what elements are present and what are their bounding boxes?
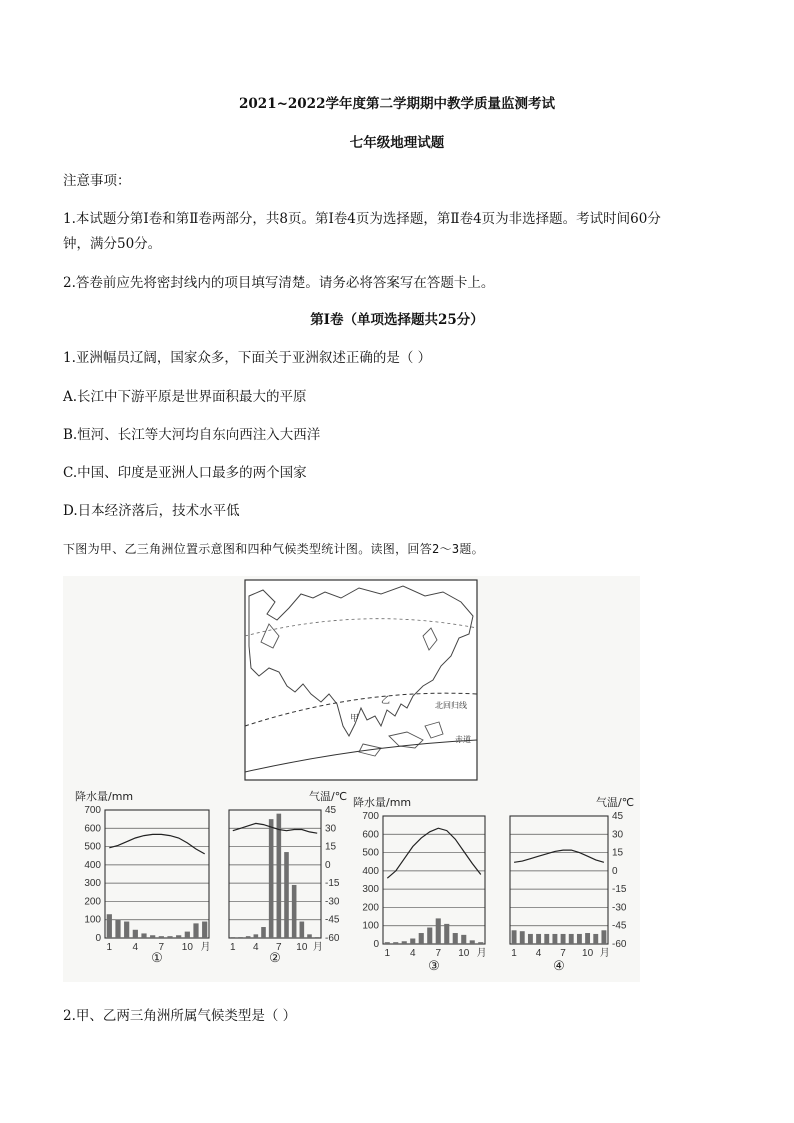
notice-item-1-cont: 钟，满分50分。 <box>63 236 162 252</box>
y-left-tick-label: 100 <box>362 920 379 932</box>
y-right-tick-label: 0 <box>612 865 618 877</box>
notice-item-1: 1.本试题分第Ⅰ卷和第Ⅱ卷两部分，共8页。第Ⅰ卷4页为选择题，第Ⅱ卷4页为非选择题。考试时间60分 <box>63 211 661 227</box>
precipitation-bar <box>585 933 590 944</box>
y-right-tick-label: -45 <box>612 920 627 932</box>
y-left-tick-label: 0 <box>95 933 101 944</box>
x-tick-label: 月 <box>476 948 487 959</box>
precipitation-bar <box>261 927 266 938</box>
y-right-tick-label: 0 <box>325 859 331 871</box>
y-right-tick-label: 15 <box>325 841 337 853</box>
plot-frame <box>105 810 209 938</box>
precipitation-bar <box>141 933 146 938</box>
climate-chart-3 <box>353 795 487 974</box>
y-left-tick-label: 600 <box>362 829 379 841</box>
precipitation-bar <box>427 928 432 944</box>
precipitation-bar <box>528 934 533 944</box>
precipitation-bar <box>124 922 129 938</box>
y-left-axis-title: 降水量/mm <box>353 796 412 809</box>
temperature-line <box>109 834 204 854</box>
plot-frame <box>510 816 608 944</box>
y-left-tick-label: 200 <box>362 902 379 914</box>
y-left-tick-label: 600 <box>84 823 101 835</box>
precipitation-bar <box>254 934 259 938</box>
x-tick-label: 月 <box>599 948 610 959</box>
y-right-tick-label: -30 <box>612 902 627 914</box>
y-left-tick-label: 300 <box>362 884 379 896</box>
x-tick-label: 10 <box>458 948 470 959</box>
x-tick-label: 10 <box>181 942 193 953</box>
precipitation-bar <box>385 942 390 944</box>
precipitation-bar <box>185 932 190 938</box>
x-tick-label: 4 <box>409 948 416 959</box>
precipitation-bar <box>593 934 598 944</box>
question-2-stem: 2.甲、乙两三角洲所属气候类型是（ ） <box>63 1008 297 1024</box>
x-tick-label: 月 <box>312 942 323 953</box>
climate-chart-2 <box>229 789 347 966</box>
y-left-tick-label: 400 <box>362 865 379 877</box>
precipitation-bar <box>552 934 557 944</box>
y-right-tick-label: -60 <box>325 933 340 944</box>
y-right-tick-label: -15 <box>612 884 627 896</box>
label-equator: 赤道 <box>455 735 471 744</box>
map-frame <box>245 580 477 780</box>
chart-panel-label: ② <box>269 951 281 966</box>
precipitation-bar <box>444 924 449 944</box>
precipitation-bar <box>393 942 398 944</box>
precipitation-bar <box>246 936 251 938</box>
x-tick-label: 月 <box>200 942 211 953</box>
y-right-tick-label: -15 <box>325 878 340 890</box>
y-left-tick-label: 300 <box>84 878 101 890</box>
y-left-tick-label: 100 <box>84 914 101 926</box>
precipitation-bar <box>536 934 541 944</box>
temperature-line <box>514 850 604 862</box>
precipitation-bar <box>167 936 172 938</box>
question-1-stem: 1.亚洲幅员辽阔，国家众多，下面关于亚洲叙述正确的是（ ） <box>63 350 432 366</box>
precipitation-bar <box>159 936 164 938</box>
precipitation-bar <box>133 930 138 938</box>
precipitation-bar <box>115 920 120 938</box>
x-tick-label: 1 <box>384 948 391 959</box>
precipitation-bar <box>470 940 475 944</box>
precipitation-bar <box>150 935 155 938</box>
y-left-tick-label: 700 <box>84 805 101 816</box>
precipitation-bar <box>277 814 282 938</box>
precipitation-bar <box>561 934 566 944</box>
label-tropic: 北回归线 <box>435 701 467 710</box>
precipitation-bar <box>520 931 525 944</box>
y-right-axis-title: 气温/℃ <box>596 796 635 809</box>
figure-svg <box>63 576 640 982</box>
precipitation-bar <box>315 937 320 938</box>
x-tick-label: 7 <box>158 942 165 953</box>
question-1-option-a: A.长江中下游平原是世界面积最大的平原 <box>63 389 307 405</box>
x-tick-label: 10 <box>296 942 308 953</box>
y-left-tick-label: 700 <box>362 811 379 822</box>
precipitation-bar <box>238 937 243 938</box>
precipitation-bar <box>410 939 415 944</box>
x-tick-label: 1 <box>230 942 236 953</box>
y-right-axis-title: 气温/℃ <box>309 790 348 803</box>
precipitation-bar <box>202 922 207 938</box>
precipitation-bar <box>577 934 582 944</box>
y-left-tick-label: 500 <box>84 841 101 853</box>
precipitation-bar <box>269 819 274 938</box>
exam-subtitle: 七年级地理试题 <box>349 135 445 151</box>
x-tick-label: 1 <box>106 942 113 953</box>
precipitation-bar <box>231 937 236 938</box>
precipitation-bar <box>419 933 424 944</box>
x-tick-label: 7 <box>560 948 566 959</box>
section-1-title: 第Ⅰ卷（单项选择题共25分） <box>310 312 484 328</box>
chart-panel-label: ③ <box>428 959 440 974</box>
precipitation-bar <box>478 942 483 944</box>
precipitation-bar <box>300 922 305 938</box>
y-left-tick-label: 0 <box>373 939 379 950</box>
climate-charts <box>75 789 634 974</box>
question-1-option-c: C.中国、印度是亚洲人口最多的两个国家 <box>63 465 307 481</box>
x-tick-label: 4 <box>253 942 259 953</box>
plot-frame <box>229 810 321 938</box>
precipitation-bar <box>107 914 112 938</box>
x-tick-label: 7 <box>276 942 282 953</box>
y-left-tick-label: 200 <box>84 896 101 908</box>
precipitation-bar <box>512 930 517 944</box>
y-right-tick-label: -45 <box>325 914 340 926</box>
precipitation-bar <box>544 934 549 944</box>
precipitation-bar <box>193 923 198 938</box>
y-right-tick-label: -30 <box>325 896 340 908</box>
label-delta-yi: 乙 <box>381 695 391 705</box>
delta-location-map <box>245 580 477 780</box>
label-delta-jia: 甲 <box>350 713 360 723</box>
precipitation-bar <box>402 941 407 944</box>
y-right-tick-label: -60 <box>612 939 627 950</box>
precipitation-bar <box>292 885 297 938</box>
precipitation-bar <box>453 933 458 944</box>
precipitation-bar <box>284 852 289 938</box>
x-tick-label: 10 <box>582 948 594 959</box>
climate-chart-4 <box>510 795 634 974</box>
y-right-tick-label: 15 <box>612 847 624 859</box>
y-right-tick-label: 30 <box>612 829 624 841</box>
question-1-option-b: B.恒河、长江等大河均自东向西注入大西洋 <box>63 427 321 443</box>
x-tick-label: 4 <box>132 942 139 953</box>
precipitation-bar <box>307 934 312 938</box>
x-tick-label: 1 <box>511 948 517 959</box>
question-1-option-d: D.日本经济落后，技术水平低 <box>63 503 240 519</box>
notice-item-2: 2.答卷前应先将密封线内的项目填写清楚。请务必将答案写在答题卡上。 <box>63 275 495 291</box>
exam-title: 2021~2022学年度第二学期期中教学质量监测考试 <box>239 96 555 112</box>
precipitation-bar <box>569 934 574 944</box>
y-right-tick-label: 45 <box>325 805 337 816</box>
precipitation-bar <box>461 935 466 944</box>
figure-intro: 下图为甲、乙三角洲位置示意图和四种气候类型统计图。读图，回答2～3题。 <box>63 542 484 556</box>
chart-panel-label: ④ <box>553 959 565 974</box>
climate-chart-1 <box>75 789 211 966</box>
chart-panel-label: ① <box>151 951 163 966</box>
notice-heading: 注意事项： <box>63 173 131 189</box>
precipitation-bar <box>601 930 606 944</box>
figure-panel <box>63 576 640 982</box>
y-left-tick-label: 500 <box>362 847 379 859</box>
precipitation-bar <box>176 935 181 938</box>
y-right-tick-label: 30 <box>325 823 337 835</box>
y-left-tick-label: 400 <box>84 859 101 871</box>
y-right-tick-label: 45 <box>612 811 624 822</box>
plot-frame <box>383 816 485 944</box>
precipitation-bar <box>436 918 441 944</box>
x-tick-label: 7 <box>435 948 442 959</box>
y-left-axis-title: 降水量/mm <box>75 790 134 803</box>
x-tick-label: 4 <box>535 948 542 959</box>
